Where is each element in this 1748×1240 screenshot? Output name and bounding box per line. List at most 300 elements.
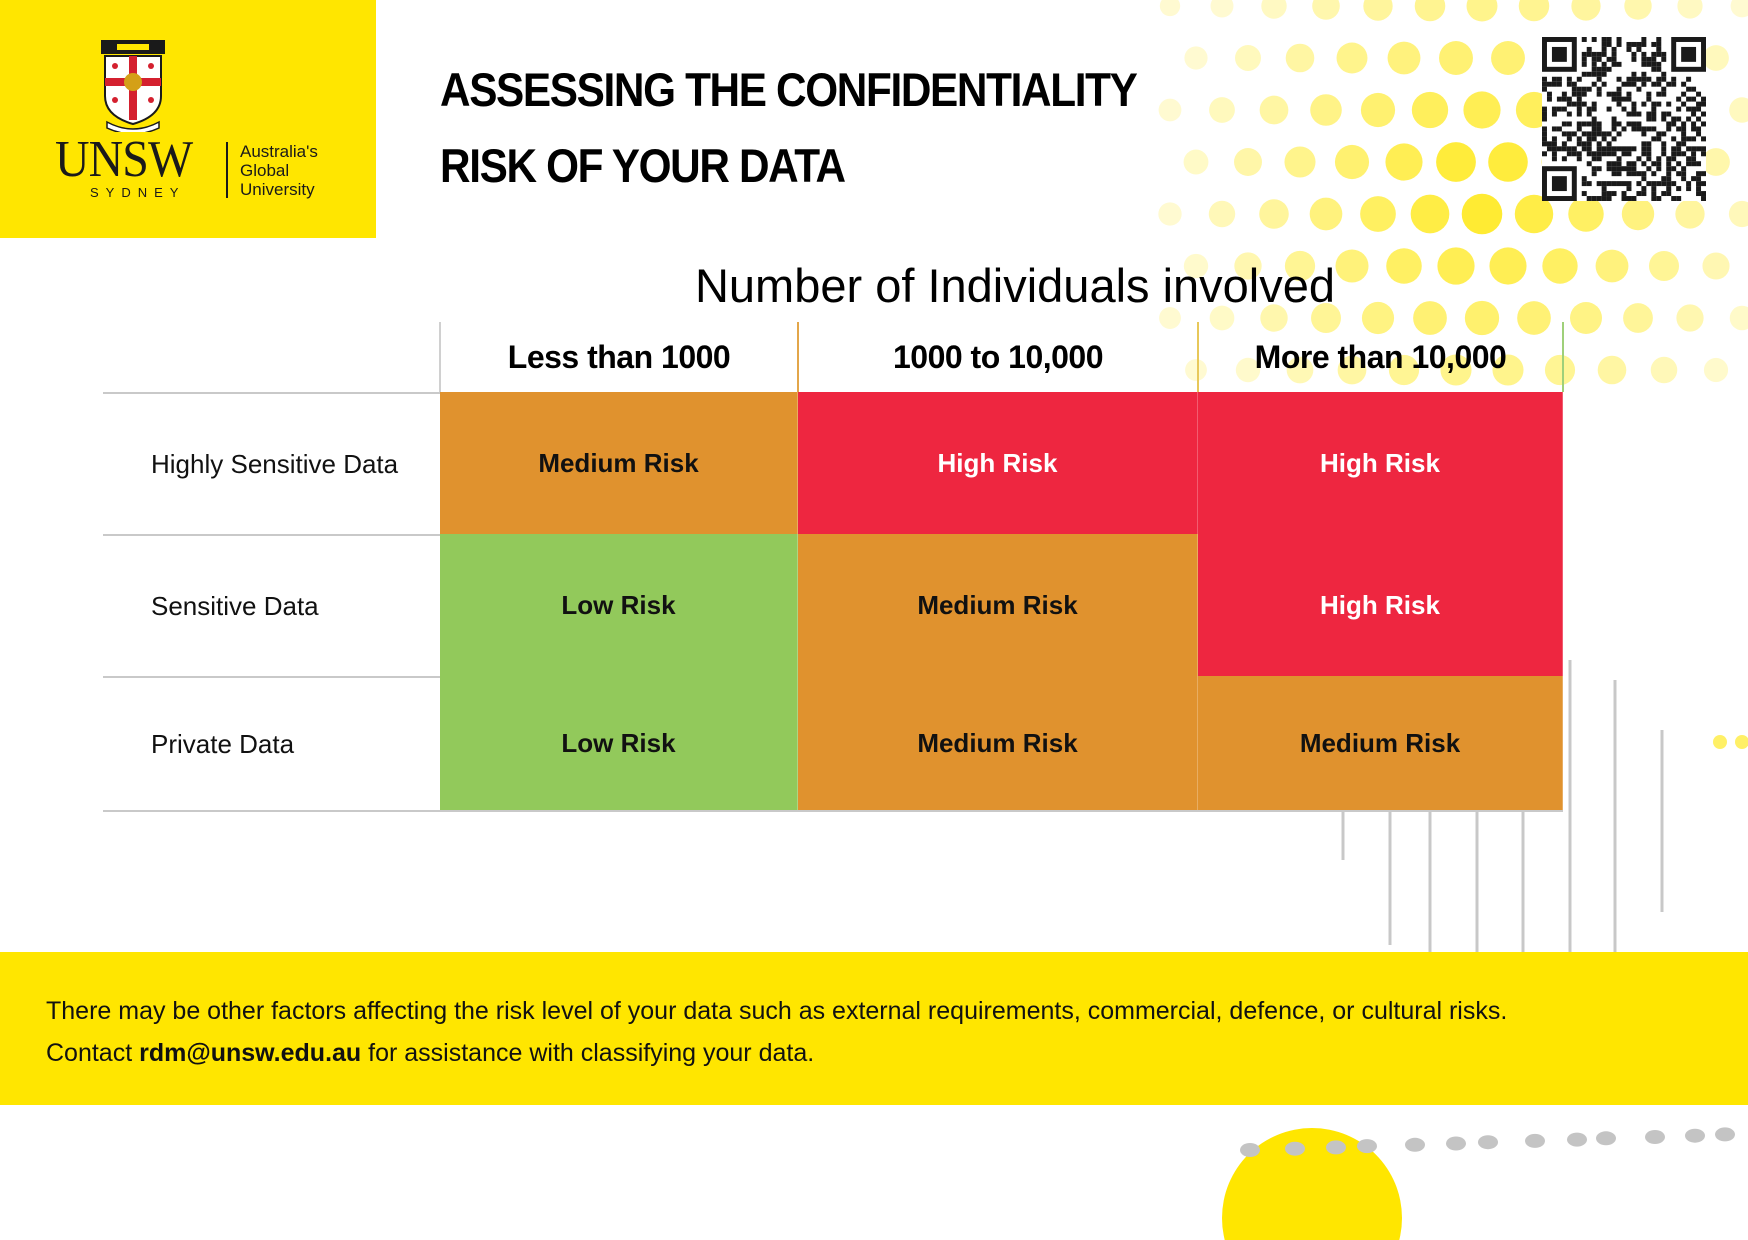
- qr-module: [1592, 107, 1597, 112]
- qr-module: [1592, 67, 1597, 72]
- contact-email-link[interactable]: rdm@unsw.edu.au: [139, 1039, 362, 1067]
- column-divider: [439, 322, 441, 392]
- qr-module: [1562, 141, 1567, 146]
- qr-module: [1607, 161, 1612, 166]
- qr-module: [1656, 52, 1661, 57]
- qr-module: [1597, 121, 1602, 126]
- qr-module: [1592, 37, 1597, 42]
- qr-module: [1691, 112, 1696, 117]
- qr-module: [1567, 97, 1572, 102]
- qr-module: [1552, 156, 1557, 161]
- qr-module: [1607, 107, 1612, 112]
- decorative-dot: [1598, 356, 1627, 385]
- qr-module: [1592, 121, 1597, 126]
- qr-module: [1691, 87, 1696, 92]
- qr-module: [1631, 121, 1636, 126]
- decorative-dot: [1702, 252, 1729, 279]
- qr-module: [1592, 166, 1597, 171]
- qr-module: [1641, 131, 1646, 136]
- qr-module: [1681, 131, 1686, 136]
- qr-module: [1607, 92, 1612, 97]
- qr-module: [1552, 176, 1567, 191]
- qr-module: [1617, 87, 1622, 92]
- decorative-dot: [1310, 198, 1343, 231]
- qr-module: [1542, 136, 1547, 141]
- qr-module: [1626, 186, 1631, 191]
- risk-cell: Medium Risk: [798, 534, 1198, 676]
- decorative-dot: [1415, 0, 1446, 21]
- qr-module: [1597, 131, 1602, 136]
- qr-module: [1582, 121, 1587, 126]
- qr-module: [1582, 57, 1587, 62]
- crest-icon: [101, 40, 165, 132]
- qr-module: [1547, 141, 1552, 146]
- column-header: More than 10,000: [1254, 338, 1507, 375]
- qr-module: [1542, 126, 1547, 131]
- decorative-dot: [1209, 201, 1235, 227]
- qr-module: [1597, 87, 1602, 92]
- qr-module: [1592, 72, 1597, 77]
- qr-module: [1651, 117, 1656, 122]
- qr-module: [1666, 102, 1671, 107]
- qr-module: [1542, 131, 1547, 136]
- qr-module: [1582, 52, 1587, 57]
- qr-module: [1617, 102, 1622, 107]
- qr-module: [1552, 141, 1557, 146]
- column-header: Less than 1000: [507, 338, 731, 375]
- decorative-dot: [1525, 1134, 1545, 1148]
- qr-code-icon[interactable]: [1542, 37, 1706, 201]
- qr-module: [1676, 171, 1681, 176]
- qr-module: [1656, 92, 1661, 97]
- qr-module: [1701, 112, 1706, 117]
- qr-module: [1592, 62, 1597, 67]
- qr-module: [1542, 112, 1547, 117]
- qr-module: [1671, 82, 1676, 87]
- qr-module: [1656, 47, 1661, 52]
- decorative-dot: [1715, 1127, 1735, 1141]
- qr-module: [1597, 72, 1602, 77]
- qr-module: [1656, 82, 1661, 87]
- qr-module: [1686, 87, 1691, 92]
- qr-module: [1557, 126, 1562, 131]
- qr-module: [1626, 77, 1631, 82]
- qr-module: [1681, 141, 1686, 146]
- decorative-dot: [1677, 0, 1702, 19]
- qr-module: [1701, 121, 1706, 126]
- qr-module: [1587, 181, 1592, 186]
- qr-module: [1636, 181, 1641, 186]
- qr-module: [1666, 166, 1671, 171]
- risk-cell: Medium Risk: [798, 676, 1198, 810]
- qr-module: [1587, 131, 1592, 136]
- qr-module: [1651, 62, 1656, 67]
- qr-module: [1691, 136, 1696, 141]
- qr-module: [1577, 151, 1582, 156]
- qr-module: [1562, 121, 1567, 126]
- decorative-dot: [1363, 0, 1392, 21]
- qr-module: [1587, 107, 1592, 112]
- qr-module: [1592, 196, 1597, 201]
- qr-module: [1577, 121, 1582, 126]
- risk-cell: High Risk: [798, 392, 1198, 534]
- qr-module: [1572, 87, 1577, 92]
- qr-module: [1646, 62, 1651, 67]
- qr-module: [1646, 112, 1651, 117]
- qr-module: [1626, 146, 1631, 151]
- qr-module: [1696, 107, 1701, 112]
- qr-module: [1646, 97, 1651, 102]
- qr-module: [1582, 176, 1587, 181]
- qr-module: [1602, 72, 1607, 77]
- footer-contact-suffix: for assistance with classifying your data.: [361, 1039, 815, 1067]
- qr-module: [1661, 181, 1666, 186]
- decorative-dot: [1489, 247, 1526, 284]
- qr-module: [1577, 102, 1582, 107]
- qr-module: [1691, 146, 1696, 151]
- tagline: [240, 142, 360, 199]
- qr-module: [1641, 102, 1646, 107]
- qr-module: [1602, 186, 1607, 191]
- qr-module: [1607, 42, 1612, 47]
- qr-module: [1656, 181, 1661, 186]
- footer-line-1: There may be other factors affecting the risk level of your data such as external requirements, commercial, defence, or cultural risks.: [46, 997, 1508, 1025]
- qr-module: [1622, 126, 1627, 131]
- qr-module: [1597, 181, 1602, 186]
- row-label-sensitive: Sensitive Data: [151, 590, 319, 621]
- decorative-dot: [1596, 250, 1629, 283]
- qr-module: [1641, 37, 1646, 42]
- qr-module: [1676, 151, 1681, 156]
- qr-module: [1542, 107, 1547, 112]
- qr-module: [1582, 92, 1587, 97]
- qr-module: [1651, 67, 1656, 72]
- qr-module: [1636, 171, 1641, 176]
- decorative-dot: [1411, 195, 1450, 234]
- qr-module: [1661, 176, 1666, 181]
- qr-module: [1577, 141, 1582, 146]
- qr-module: [1646, 181, 1651, 186]
- qr-module: [1587, 151, 1592, 156]
- qr-module: [1542, 117, 1547, 122]
- qr-module: [1626, 151, 1631, 156]
- qr-module: [1582, 72, 1587, 77]
- qr-module: [1676, 141, 1681, 146]
- qr-module: [1636, 47, 1641, 52]
- column-divider: [797, 322, 799, 392]
- qr-module: [1597, 166, 1602, 171]
- decorative-dot: [1261, 0, 1286, 19]
- qr-module: [1696, 176, 1701, 181]
- qr-module: [1631, 42, 1636, 47]
- qr-module: [1631, 57, 1636, 62]
- decorative-dot: [1360, 196, 1396, 232]
- decorative-dot: [1623, 303, 1653, 333]
- qr-module: [1641, 141, 1646, 146]
- qr-module: [1641, 42, 1646, 47]
- qr-module: [1617, 121, 1622, 126]
- qr-module: [1636, 112, 1641, 117]
- qr-module: [1567, 151, 1572, 156]
- qr-module: [1597, 126, 1602, 131]
- qr-module: [1646, 156, 1651, 161]
- qr-module: [1626, 92, 1631, 97]
- qr-module: [1597, 77, 1602, 82]
- qr-module: [1567, 102, 1572, 107]
- qr-module: [1617, 37, 1622, 42]
- qr-module: [1631, 82, 1636, 87]
- decorative-dot: [1463, 91, 1500, 128]
- qr-module: [1612, 151, 1617, 156]
- qr-module: [1701, 136, 1706, 141]
- decorative-dot: [1260, 96, 1289, 125]
- qr-module: [1676, 146, 1681, 151]
- qr-module: [1597, 196, 1602, 201]
- qr-module: [1587, 141, 1592, 146]
- decorative-dot: [1596, 1131, 1616, 1145]
- qr-module: [1666, 191, 1671, 196]
- qr-module: [1701, 151, 1706, 156]
- qr-module: [1696, 102, 1701, 107]
- qr-module: [1597, 151, 1602, 156]
- qr-module: [1572, 82, 1577, 87]
- qr-module: [1636, 126, 1641, 131]
- decorative-dot: [1446, 1137, 1466, 1151]
- qr-module: [1641, 126, 1646, 131]
- tagline-line: University: [240, 180, 315, 199]
- qr-module: [1666, 82, 1671, 87]
- qr-module: [1696, 186, 1701, 191]
- decorative-dot: [1211, 0, 1234, 17]
- qr-module: [1617, 131, 1622, 136]
- decorative-dot: [1713, 735, 1727, 749]
- qr-module: [1582, 37, 1587, 42]
- qr-module: [1552, 47, 1567, 62]
- qr-module: [1661, 151, 1666, 156]
- qr-module: [1617, 166, 1622, 171]
- qr-module: [1651, 186, 1656, 191]
- qr-module: [1542, 82, 1547, 87]
- qr-module: [1587, 47, 1592, 52]
- decorative-dot: [1649, 251, 1679, 281]
- qr-module: [1631, 102, 1636, 107]
- qr-module: [1612, 161, 1617, 166]
- qr-module: [1636, 191, 1641, 196]
- qr-module: [1651, 82, 1656, 87]
- qr-module: [1646, 141, 1651, 146]
- qr-module: [1587, 87, 1592, 92]
- qr-module: [1666, 181, 1671, 186]
- qr-module: [1661, 112, 1666, 117]
- qr-module: [1691, 107, 1696, 112]
- decorative-dot: [1310, 94, 1342, 126]
- qr-module: [1686, 136, 1691, 141]
- qr-module: [1656, 196, 1661, 201]
- qr-module: [1666, 161, 1671, 166]
- qr-module: [1681, 166, 1686, 171]
- qr-module: [1656, 136, 1661, 141]
- qr-module: [1602, 47, 1607, 52]
- qr-module: [1676, 97, 1681, 102]
- qr-module: [1557, 146, 1562, 151]
- decorative-dot: [1385, 143, 1422, 180]
- qr-module: [1701, 146, 1706, 151]
- qr-module: [1651, 107, 1656, 112]
- qr-module: [1701, 191, 1706, 196]
- decorative-dot: [1622, 198, 1654, 230]
- qr-module: [1587, 121, 1592, 126]
- decorative-dot: [1571, 0, 1600, 21]
- tagline-line: Global: [240, 161, 290, 180]
- qr-module: [1622, 151, 1627, 156]
- qr-module: [1602, 136, 1607, 141]
- qr-module: [1661, 117, 1666, 122]
- qr-module: [1661, 57, 1666, 62]
- qr-module: [1631, 112, 1636, 117]
- qr-module: [1607, 141, 1612, 146]
- qr-module: [1567, 136, 1572, 141]
- matrix-heading: Number of Individuals involved: [694, 259, 1336, 312]
- qr-module: [1602, 146, 1607, 151]
- qr-module: [1577, 77, 1582, 82]
- qr-module: [1597, 141, 1602, 146]
- qr-module: [1587, 136, 1592, 141]
- qr-module: [1626, 121, 1631, 126]
- qr-module: [1597, 146, 1602, 151]
- qr-module: [1656, 37, 1661, 42]
- qr-module: [1631, 161, 1636, 166]
- qr-module: [1651, 112, 1656, 117]
- qr-module: [1696, 117, 1701, 122]
- qr-module: [1582, 87, 1587, 92]
- qr-module: [1696, 171, 1701, 176]
- qr-module: [1631, 52, 1636, 57]
- qr-module: [1612, 166, 1617, 171]
- qr-module: [1607, 131, 1612, 136]
- qr-module: [1587, 72, 1592, 77]
- qr-module: [1646, 151, 1651, 156]
- qr-module: [1562, 146, 1567, 151]
- qr-module: [1671, 181, 1676, 186]
- qr-module: [1597, 52, 1602, 57]
- decorative-dot: [1209, 97, 1235, 123]
- qr-module: [1681, 121, 1686, 126]
- decorative-dot: [1405, 1138, 1425, 1152]
- qr-module: [1651, 136, 1656, 141]
- qr-module: [1641, 171, 1646, 176]
- qr-module: [1636, 87, 1641, 92]
- qr-module: [1651, 102, 1656, 107]
- decorative-dot: [1491, 41, 1525, 75]
- qr-module: [1567, 112, 1572, 117]
- logo-divider: [226, 142, 228, 198]
- qr-module: [1612, 146, 1617, 151]
- decorative-dot: [1326, 1140, 1346, 1154]
- qr-module: [1622, 196, 1627, 201]
- qr-module: [1617, 92, 1622, 97]
- qr-module: [1582, 146, 1587, 151]
- qr-module: [1656, 156, 1661, 161]
- qr-module: [1671, 117, 1676, 122]
- qr-module: [1636, 77, 1641, 82]
- qr-module: [1572, 92, 1577, 97]
- qr-module: [1607, 37, 1612, 42]
- qr-module: [1686, 186, 1691, 191]
- qr-module: [1671, 77, 1676, 82]
- qr-module: [1696, 161, 1701, 166]
- decorative-dot: [1675, 199, 1704, 228]
- decorative-dot: [1234, 148, 1262, 176]
- qr-module: [1577, 92, 1582, 97]
- qr-module: [1622, 97, 1627, 102]
- qr-module: [1567, 121, 1572, 126]
- qr-module: [1701, 97, 1706, 102]
- unsw-wordmark: UNSW: [55, 131, 193, 188]
- qr-module: [1547, 92, 1552, 97]
- qr-module: [1691, 121, 1696, 126]
- decorative-dot: [1735, 735, 1748, 749]
- qr-module: [1641, 186, 1646, 191]
- qr-module: [1567, 77, 1572, 82]
- qr-module: [1651, 171, 1656, 176]
- qr-module: [1582, 191, 1587, 196]
- decorative-dot: [1285, 1142, 1305, 1156]
- qr-module: [1626, 161, 1631, 166]
- qr-module: [1696, 92, 1701, 97]
- qr-module: [1562, 131, 1567, 136]
- qr-module: [1641, 77, 1646, 82]
- risk-cell: High Risk: [1198, 534, 1563, 676]
- qr-module: [1656, 102, 1661, 107]
- qr-module: [1641, 57, 1646, 62]
- qr-module: [1686, 156, 1691, 161]
- qr-module: [1626, 171, 1631, 176]
- qr-module: [1676, 107, 1681, 112]
- decorative-dot: [1462, 194, 1503, 235]
- qr-module: [1577, 97, 1582, 102]
- qr-module: [1572, 151, 1577, 156]
- qr-module: [1666, 186, 1671, 191]
- decorative-dot: [1286, 44, 1315, 73]
- qr-module: [1686, 181, 1691, 186]
- qr-module: [1701, 196, 1706, 201]
- qr-module: [1626, 42, 1631, 47]
- qr-module: [1602, 42, 1607, 47]
- decorative-dot: [1259, 199, 1289, 229]
- qr-module: [1641, 176, 1646, 181]
- qr-module: [1597, 156, 1602, 161]
- qr-module: [1552, 112, 1557, 117]
- qr-module: [1656, 62, 1661, 67]
- qr-module: [1696, 191, 1701, 196]
- qr-module: [1626, 196, 1631, 201]
- qr-module: [1651, 191, 1656, 196]
- qr-module: [1592, 102, 1597, 107]
- qr-module: [1691, 151, 1696, 156]
- decorative-dot: [1730, 306, 1748, 331]
- risk-cell: High Risk: [1198, 392, 1563, 534]
- qr-module: [1646, 77, 1651, 82]
- qr-module: [1626, 82, 1631, 87]
- qr-module: [1547, 82, 1552, 87]
- decorative-dot: [1436, 142, 1476, 182]
- decorative-dot: [1702, 148, 1730, 176]
- qr-module: [1676, 186, 1681, 191]
- qr-module: [1612, 171, 1617, 176]
- qr-module: [1602, 151, 1607, 156]
- qr-module: [1681, 126, 1686, 131]
- qr-module: [1617, 146, 1622, 151]
